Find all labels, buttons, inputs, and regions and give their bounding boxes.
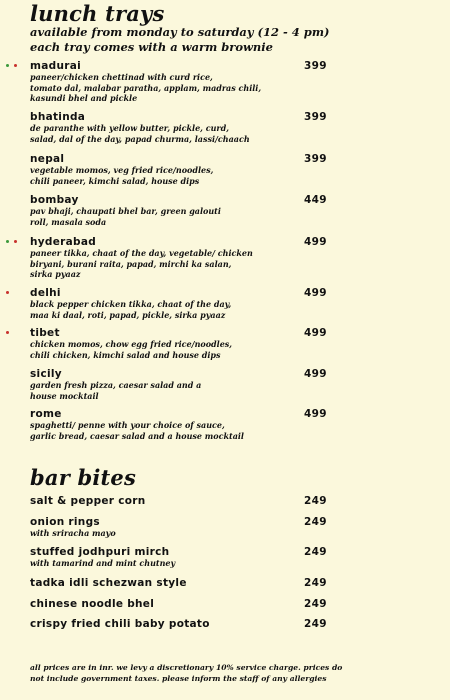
description-line: paneer/chicken chettinad with curd rice, <box>30 72 213 82</box>
description-line: spaghetti/ penne with your choice of sauce, <box>30 420 225 430</box>
item-price: 499 <box>304 287 327 299</box>
description-line: vegetable momos, veg fried rice/noodles, <box>30 165 214 175</box>
item-name: rome <box>30 408 62 420</box>
nonveg-marker-icon <box>6 331 9 334</box>
item-description <box>30 420 300 441</box>
description-line: black pepper chicken tikka, chaat of the day, <box>30 299 232 309</box>
description-line: de paranthe with yellow butter, pickle, curd, <box>30 123 230 133</box>
description-line: salad, dal of the day, papad churma, lassi/chaach <box>30 133 250 144</box>
item-description <box>30 248 300 280</box>
item-name: tadka idli schezwan style <box>30 577 187 589</box>
veg-marker-icon <box>6 64 9 67</box>
item-price: 249 <box>304 495 327 507</box>
item-price: 249 <box>304 516 327 528</box>
item-price: 499 <box>304 408 327 420</box>
veg-marker-icon <box>6 240 9 243</box>
item-price: 249 <box>304 577 327 589</box>
lunch-availability: available from monday to saturday (12 - 4 pm) <box>30 25 330 39</box>
item-name: nepal <box>30 153 65 165</box>
item-description <box>30 123 300 144</box>
item-description <box>30 339 300 360</box>
nonveg-marker-icon <box>14 64 17 67</box>
lunch-brownie-note: each tray comes with a warm brownie <box>30 40 273 54</box>
description-line: chicken momos, chow egg fried rice/noodles, <box>30 339 233 349</box>
description-line: chili paneer, kimchi salad, house dips <box>30 175 200 186</box>
item-description <box>30 72 300 104</box>
description-line: sirka pyaaz <box>30 269 81 279</box>
bar-bites-title: bar bites <box>30 465 137 490</box>
nonveg-marker-icon <box>14 240 17 243</box>
description-line: maa ki daal, roti, papad, pickle, sirka pyaaz <box>30 309 226 320</box>
description-line: biryani, burani raita, papad, mirchi ka salan, <box>30 258 232 269</box>
item-name: delhi <box>30 287 61 299</box>
diet-markers <box>6 64 17 70</box>
item-price: 499 <box>304 236 327 248</box>
item-name: stuffed jodhpuri mirch <box>30 546 170 558</box>
item-price: 249 <box>304 598 327 610</box>
item-name: sicily <box>30 368 62 380</box>
disclaimer-line: not include government taxes. please inform the staff of any allergies <box>30 673 327 683</box>
item-name: onion rings <box>30 516 100 528</box>
description-line: with tamarind and mint chutney <box>30 558 176 568</box>
item-name: salt & pepper corn <box>30 495 146 507</box>
description-line: chili chicken, kimchi salad and house dips <box>30 349 221 360</box>
item-price: 249 <box>304 618 327 630</box>
item-name: hyderabad <box>30 236 97 248</box>
item-description <box>30 165 300 186</box>
item-description <box>30 380 300 401</box>
item-name: tibet <box>30 327 60 339</box>
lunch-trays-title: lunch trays <box>30 1 165 26</box>
description-line: paneer tikka, chaat of the day, vegetable/ chicken <box>30 248 253 258</box>
diet-markers <box>6 240 17 246</box>
item-price: 449 <box>304 194 327 206</box>
item-description <box>30 558 300 569</box>
item-description <box>30 299 300 320</box>
item-description <box>30 528 300 539</box>
item-name: madurai <box>30 60 81 72</box>
item-price: 399 <box>304 111 327 123</box>
description-line: kasundi bhel and pickle <box>30 93 138 103</box>
item-price: 399 <box>304 60 327 72</box>
item-name: crispy fried chili baby potato <box>30 618 210 630</box>
nonveg-marker-icon <box>6 291 9 294</box>
item-price: 499 <box>304 368 327 380</box>
item-price: 499 <box>304 327 327 339</box>
description-line: house mocktail <box>30 390 99 401</box>
diet-markers <box>6 331 9 337</box>
description-line: pav bhaji, chaupati bhel bar, green galouti <box>30 206 221 216</box>
diet-markers <box>6 291 9 297</box>
description-line: tomato dal, malabar paratha, applam, madras chili, <box>30 82 262 93</box>
item-name: bhatinda <box>30 111 86 123</box>
disclaimer-line: all prices are in inr. we levy a discretionary 10% service charge. prices do <box>30 663 343 672</box>
price-disclaimer <box>30 663 430 684</box>
item-description <box>30 206 300 227</box>
item-name: chinese noodle bhel <box>30 598 155 610</box>
item-price: 399 <box>304 153 327 165</box>
description-line: roll, masala soda <box>30 216 107 227</box>
description-line: with sriracha mayo <box>30 528 116 538</box>
description-line: garden fresh pizza, caesar salad and a <box>30 380 202 390</box>
description-line: garlic bread, caesar salad and a house mocktail <box>30 430 244 441</box>
item-price: 249 <box>304 546 327 558</box>
item-name: bombay <box>30 194 79 206</box>
